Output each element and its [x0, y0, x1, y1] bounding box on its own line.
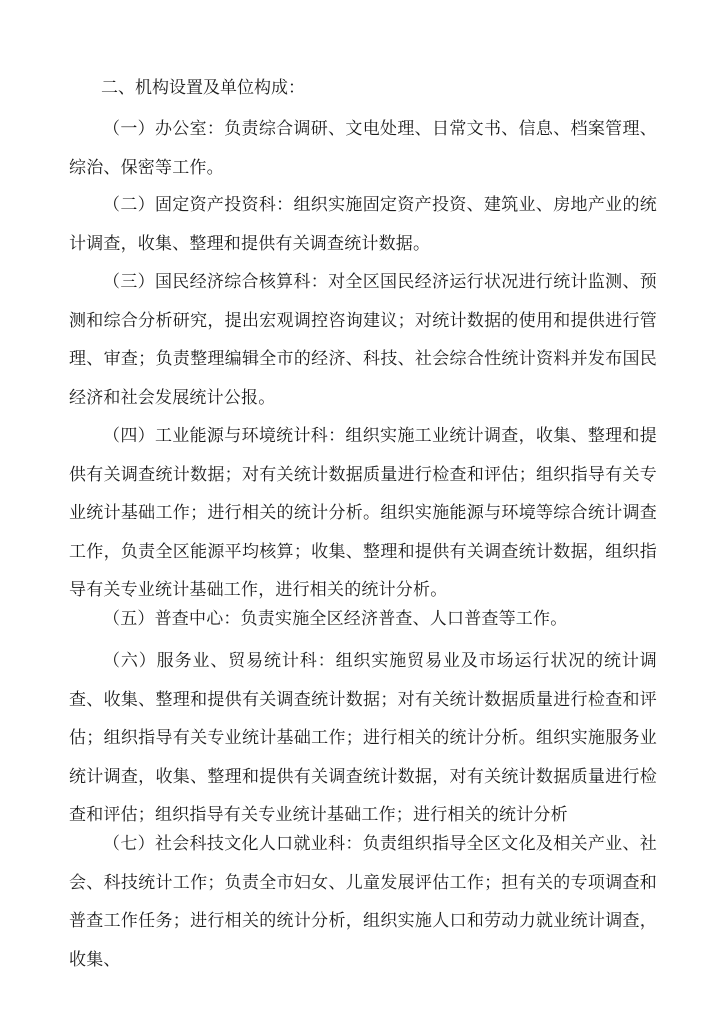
- paragraph-census-center: （五）普查中心：负责实施全区经济普查、人口普查等工作。: [103, 609, 568, 629]
- paragraph-fixed-asset-investment: （二）固定资产投资科：组织实施固定资产投资、建筑业、房地产业的统计调查，收集、整理和提供有关调查统计数据。: [69, 195, 657, 254]
- paragraph-industry-energy: （四）工业能源与环境统计科：组织实施工业统计调查，收集、整理和提供有关调查统计数据；对有关统计数据质量进行检查和评估；组织指导有关专业统计基础工作；进行相关的统计分析。组织实施能源与环境等综合统计调查工作，负责全区能源平均核算；收集、整理和提供有关调查统计数据，组织指导有关专业统计基础工作，进行相关的统计分析。: [69, 426, 657, 601]
- paragraph-national-accounts: （三）国民经济综合核算科：对全区国民经济运行状况进行统计监测、预测和综合分析研究，提出宏观调控咨询建议；对统计数据的使用和提供进行管理、审查；负责整理编辑全市的经济、科技、社会综合性统计资料并发布国民经济和社会发展统计公报。: [69, 272, 657, 408]
- paragraph-services-trade: （六）服务业、贸易统计科：组织实施贸易业及市场运行状况的统计调查、收集、整理和提供有关调查统计数据；对有关统计数据质量进行检查和评估；组织指导有关专业统计基础工作；进行相关的统计分析。组织实施服务业统计调查，收集、整理和提供有关调查统计数据，对有关统计数据质量进行检查和评估；组织指导有关专业统计基础工作；进行相关的统计分析: [69, 651, 657, 826]
- paragraph-social-science-population: （七）社会科技文化人口就业科：负责组织指导全区文化及相关产业、社会、科技统计工作；负责全市妇女、儿童发展评估工作；担有关的专项调查和普查工作任务；进行相关的统计分析，组织实施人口和劳动力就业统计调查，收集、: [69, 834, 657, 970]
- section-heading: 二、机构设置及单位构成：: [101, 78, 305, 98]
- paragraph-office: （一）办公室：负责综合调研、文电处理、日常文书、信息、档案管理、综治、保密等工作。: [69, 119, 657, 178]
